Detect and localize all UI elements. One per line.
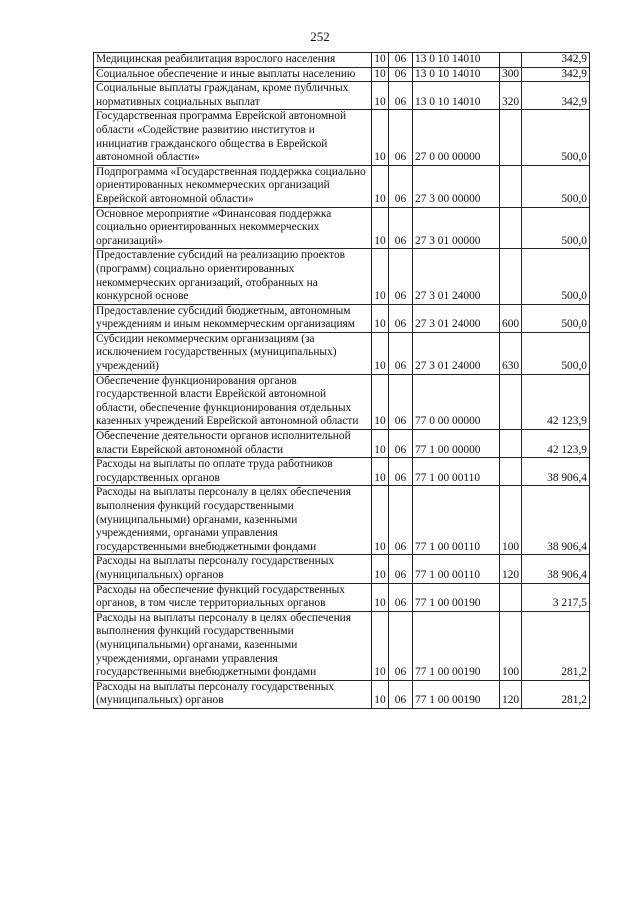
row-expense-type-code: [500, 110, 522, 165]
row-subsection-code: 06: [389, 555, 413, 583]
table-row: [94, 374, 590, 429]
row-target-article-code: 27 3 01 24000: [413, 249, 500, 304]
row-amount: 281,2: [522, 680, 590, 708]
table-row: [94, 165, 590, 207]
table-row: [94, 110, 590, 165]
row-amount: 3 217,5: [522, 583, 590, 611]
row-subsection-code: 06: [389, 53, 413, 68]
row-section-code: 10: [372, 165, 389, 207]
row-name: Расходы на выплаты персоналу государственных (муниципальных) органов: [94, 680, 372, 708]
table-row: [94, 332, 590, 374]
row-name: Обеспечение деятельности органов исполнительной власти Еврейской автономной области: [94, 430, 372, 458]
row-amount: 500,0: [522, 207, 590, 249]
row-subsection-code: 06: [389, 110, 413, 165]
row-name: Расходы на выплаты персоналу государственных (муниципальных) органов: [94, 555, 372, 583]
row-target-article-code: 27 0 00 00000: [413, 110, 500, 165]
row-section-code: 10: [372, 486, 389, 555]
row-amount: 500,0: [522, 165, 590, 207]
table-row: [94, 67, 590, 82]
row-amount: 500,0: [522, 249, 590, 304]
row-amount: 500,0: [522, 110, 590, 165]
table-row: [94, 458, 590, 486]
row-section-code: 10: [372, 430, 389, 458]
row-expense-type-code: [500, 165, 522, 207]
row-target-article-code: 27 3 01 24000: [413, 332, 500, 374]
row-section-code: 10: [372, 82, 389, 110]
row-expense-type-code: [500, 430, 522, 458]
table-row: [94, 304, 590, 332]
row-name: Расходы на выплаты персоналу в целях обеспечения выполнения функций государственными (муниципальными) органами, казенными учреждениями, органами управления государственными внебюджетными фондами: [94, 611, 372, 680]
table-row: [94, 82, 590, 110]
row-expense-type-code: [500, 53, 522, 68]
row-name: Расходы на обеспечение функций государственных органов, в том числе территориальных органов: [94, 583, 372, 611]
table-row: [94, 555, 590, 583]
row-subsection-code: 06: [389, 374, 413, 429]
row-name: Предоставление субсидий бюджетным, автономным учреждениям и иным некоммерческим организациям: [94, 304, 372, 332]
row-subsection-code: 06: [389, 67, 413, 82]
row-target-article-code: 77 1 00 00110: [413, 555, 500, 583]
row-section-code: 10: [372, 680, 389, 708]
row-name: Расходы на выплаты персоналу в целях обеспечения выполнения функций государственными (муниципальными) органами, казенными учреждениями, органами управления государственными внебюджетными фондами: [94, 486, 372, 555]
budget-table-body: [94, 53, 590, 709]
row-subsection-code: 06: [389, 249, 413, 304]
row-amount: 38 906,4: [522, 486, 590, 555]
row-amount: 500,0: [522, 332, 590, 374]
table-row: [94, 53, 590, 68]
row-amount: 42 123,9: [522, 430, 590, 458]
row-target-article-code: 77 1 00 00110: [413, 458, 500, 486]
row-name: Медицинская реабилитация взрослого населения: [94, 53, 372, 68]
row-target-article-code: 27 3 00 00000: [413, 165, 500, 207]
table-row: [94, 611, 590, 680]
row-subsection-code: 06: [389, 680, 413, 708]
row-section-code: 10: [372, 611, 389, 680]
row-expense-type-code: 630: [500, 332, 522, 374]
row-expense-type-code: [500, 249, 522, 304]
row-expense-type-code: [500, 374, 522, 429]
row-section-code: 10: [372, 583, 389, 611]
row-subsection-code: 06: [389, 458, 413, 486]
row-section-code: 10: [372, 332, 389, 374]
row-expense-type-code: 100: [500, 611, 522, 680]
row-name: Предоставление субсидий на реализацию проектов (программ) социально ориентированных некоммерческих организаций, отобранных на конкурсной основе: [94, 249, 372, 304]
row-amount: 38 906,4: [522, 555, 590, 583]
row-subsection-code: 06: [389, 207, 413, 249]
row-name: Субсидии некоммерческим организациям (за исключением государственных (муниципальных) учреждений): [94, 332, 372, 374]
row-expense-type-code: [500, 207, 522, 249]
row-name: Социальное обеспечение и иные выплаты населению: [94, 67, 372, 82]
row-name: Подпрограмма «Государственная поддержка социально ориентированных некоммерческих организаций Еврейской автономной области»: [94, 165, 372, 207]
row-section-code: 10: [372, 207, 389, 249]
row-target-article-code: 13 0 10 14010: [413, 67, 500, 82]
row-name: Основное мероприятие «Финансовая поддержка социально ориентированных некоммерческих организаций»: [94, 207, 372, 249]
row-section-code: 10: [372, 110, 389, 165]
row-expense-type-code: [500, 458, 522, 486]
row-target-article-code: 13 0 10 14010: [413, 53, 500, 68]
row-expense-type-code: 600: [500, 304, 522, 332]
table-row: [94, 583, 590, 611]
table-row: [94, 680, 590, 708]
row-target-article-code: 27 3 01 24000: [413, 304, 500, 332]
row-amount: 38 906,4: [522, 458, 590, 486]
row-expense-type-code: 320: [500, 82, 522, 110]
row-section-code: 10: [372, 555, 389, 583]
row-section-code: 10: [372, 53, 389, 68]
row-target-article-code: 77 1 00 00190: [413, 680, 500, 708]
row-name: Расходы на выплаты по оплате труда работников государственных органов: [94, 458, 372, 486]
row-amount: 342,9: [522, 67, 590, 82]
row-subsection-code: 06: [389, 430, 413, 458]
row-subsection-code: 06: [389, 486, 413, 555]
page-number: 252: [310, 29, 330, 44]
row-amount: 500,0: [522, 304, 590, 332]
table-row: [94, 430, 590, 458]
row-amount: 281,2: [522, 611, 590, 680]
row-section-code: 10: [372, 249, 389, 304]
row-subsection-code: 06: [389, 165, 413, 207]
row-target-article-code: 77 0 00 00000: [413, 374, 500, 429]
row-section-code: 10: [372, 374, 389, 429]
table-row: [94, 249, 590, 304]
row-subsection-code: 06: [389, 332, 413, 374]
row-name: Социальные выплаты гражданам, кроме публичных нормативных социальных выплат: [94, 82, 372, 110]
row-target-article-code: 27 3 01 00000: [413, 207, 500, 249]
row-expense-type-code: 120: [500, 555, 522, 583]
row-target-article-code: 77 1 00 00190: [413, 611, 500, 680]
row-target-article-code: 77 1 00 00000: [413, 430, 500, 458]
row-expense-type-code: 300: [500, 67, 522, 82]
row-expense-type-code: [500, 583, 522, 611]
row-target-article-code: 77 1 00 00190: [413, 583, 500, 611]
row-amount: 342,9: [522, 53, 590, 68]
row-target-article-code: 77 1 00 00110: [413, 486, 500, 555]
row-subsection-code: 06: [389, 583, 413, 611]
row-subsection-code: 06: [389, 611, 413, 680]
row-subsection-code: 06: [389, 304, 413, 332]
row-subsection-code: 06: [389, 82, 413, 110]
row-amount: 342,9: [522, 82, 590, 110]
row-section-code: 10: [372, 304, 389, 332]
row-target-article-code: 13 0 10 14010: [413, 82, 500, 110]
row-name: Государственная программа Еврейской автономной области «Содействие развитию институтов и инициатив гражданского общества в Еврейской автономной области»: [94, 110, 372, 165]
row-expense-type-code: 120: [500, 680, 522, 708]
row-section-code: 10: [372, 458, 389, 486]
row-amount: 42 123,9: [522, 374, 590, 429]
table-row: [94, 486, 590, 555]
row-expense-type-code: 100: [500, 486, 522, 555]
budget-table: [93, 52, 590, 709]
row-name: Обеспечение функционирования органов государственной власти Еврейской автономной области, обеспечение функционирования отдельных казенных учреждений Еврейской автономной области: [94, 374, 372, 429]
table-row: [94, 207, 590, 249]
row-section-code: 10: [372, 67, 389, 82]
